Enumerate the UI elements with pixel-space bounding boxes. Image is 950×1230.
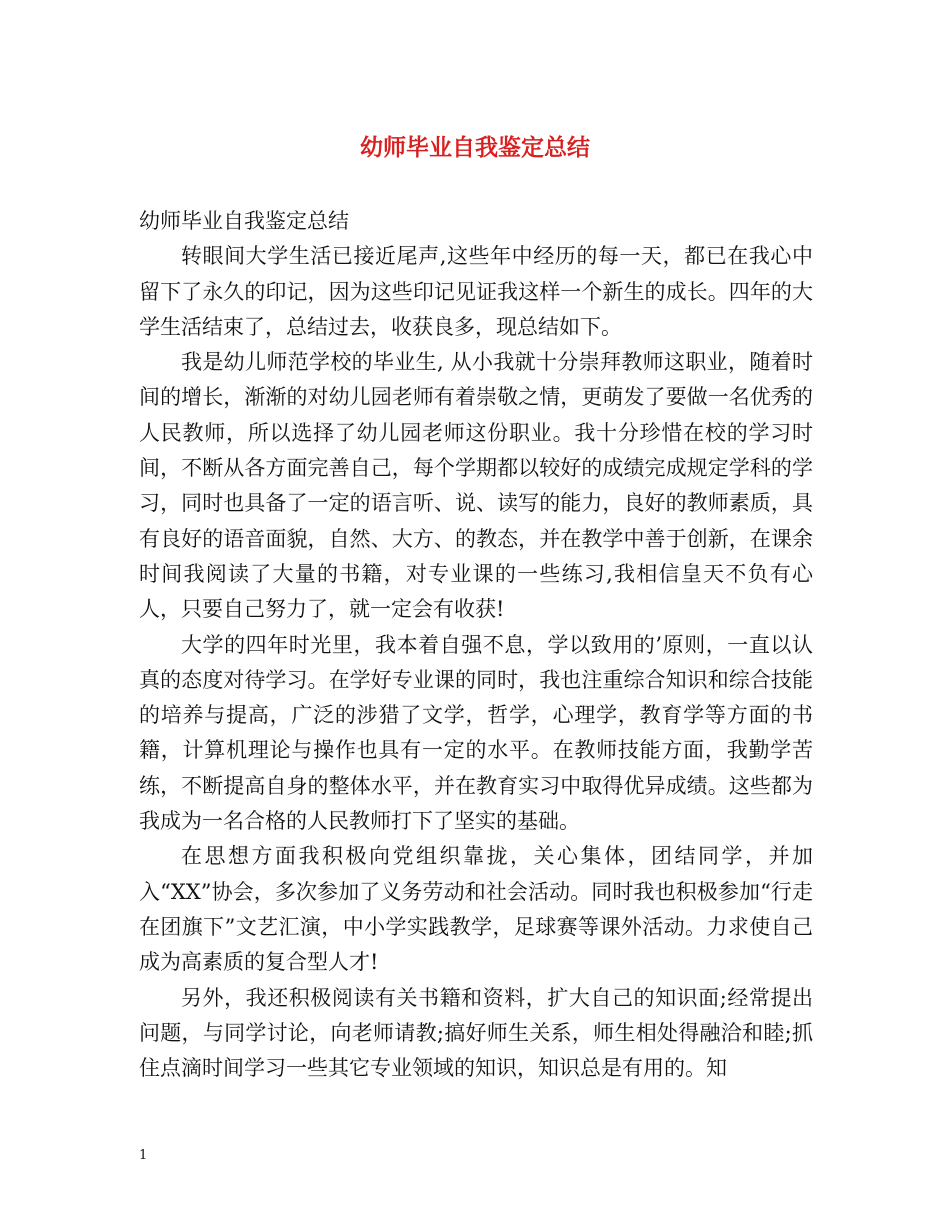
paragraph-4: 在思想方面我积极向党组织靠拢，关心集体，团结同学，并加入“XX”协会，多次参加了义务劳动和社会活动。同时我也积极参加“行走在团旗下”文艺汇演，中小学实践教学，足球赛等课外活动。力求使自己成为高素质的复合型人才! xyxy=(139,844,813,975)
document-body xyxy=(139,204,813,1086)
page-number: 1 xyxy=(139,1148,148,1163)
paragraph-3: 大学的四年时光里，我本着自强不息，学以致用的’原则，一直以认真的态度对待学习。在学好专业课的同时，我也注重综合知识和综合技能的培养与提高，广泛的涉猎了文学，哲学，心理学，教育学等方面的书籍，计算机理论与操作也具有一定的水平。在教师技能方面，我勤学苦练，不断提高自身的整体水平，并在教育实习中取得优异成绩。这些都为我成为一名合格的人民教师打下了坚实的基础。 xyxy=(139,632,813,834)
paragraph-2: 我是幼儿师范学校的毕业生, 从小我就十分崇拜教师这职业，随着时间的增长，渐渐的对幼儿园老师有着崇敬之情，更萌发了要做一名优秀的人民教师，所以选择了幼儿园老师这份职业。我十分珍惜在校的学习时间，不断从各方面完善自己，每个学期都以较好的成绩完成规定学科的学习，同时也具备了一定的语言听、说、读写的能力，良好的教师素质，具有良好的语音面貌，自然、大方、的教态，并在教学中善于创新，在课余时间我阅读了大量的书籍，对专业课的一些练习,我相信皇天不负有心人，只要自己努力了，就一定会有收获! xyxy=(139,350,813,622)
document-title: 幼师毕业自我鉴定总结 xyxy=(360,134,590,161)
body-heading: 幼师毕业自我鉴定总结 xyxy=(139,209,349,233)
paragraph-1: 转眼间大学生活已接近尾声,这些年中经历的每一天，都已在我心中留下了永久的印记，因为这些印记见证我这样一个新生的成长。四年的大学生活结束了，总结过去，收获良多，现总结如下。 xyxy=(139,244,813,339)
paragraph-5: 另外，我还积极阅读有关书籍和资料，扩大自己的知识面;经常提出问题，与同学讨论，向老师请教;搞好师生关系，师生相处得融洽和睦;抓住点滴时间学习一些其它专业领域的知识，知识总是有用的。知 xyxy=(139,985,813,1081)
